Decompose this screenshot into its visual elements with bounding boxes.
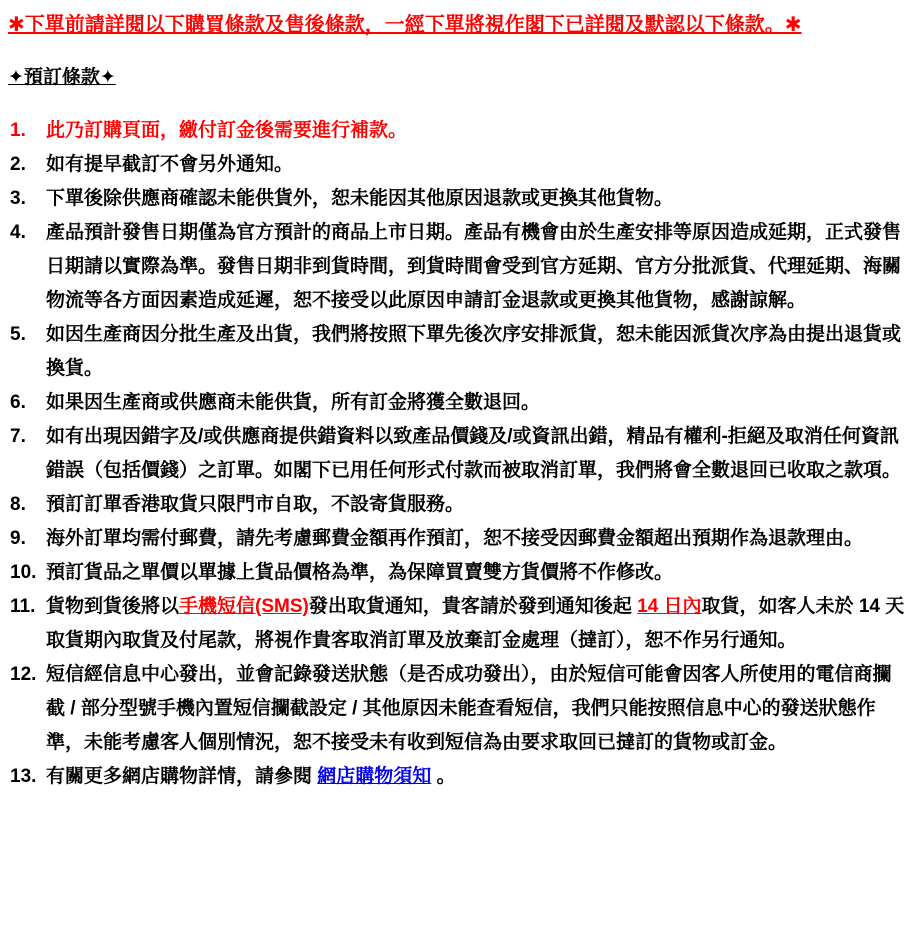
term-number: 4.: [10, 222, 26, 243]
term-number: 7.: [10, 426, 26, 447]
term-number: 1.: [10, 120, 26, 141]
sms-highlight: 手機短信(SMS): [179, 596, 309, 617]
term-text: [46, 596, 904, 651]
term-text-segment: 有關更多網店購物詳情，請參閱: [46, 766, 318, 787]
term-text-segment: 貨物到貨後將以: [46, 596, 180, 617]
purchase-notice-heading: ✱下單前請詳閱以下購買條款及售後條款，一經下單將視作閣下已詳閱及默認以下條款。✱: [8, 14, 802, 36]
term-number: 12.: [10, 664, 37, 685]
term-item-10: [8, 556, 905, 590]
term-item-7: [8, 420, 905, 488]
term-text: 如果因生產商或供應商未能供貨，所有訂金將獲全數退回。: [46, 392, 541, 413]
term-item-5: [8, 318, 905, 386]
term-number: 5.: [10, 324, 26, 345]
term-text: 產品預計發售日期僅為官方預計的商品上市日期。產品有機會由於生產安排等原因造成延期，正式發售日期請以實際為準。發售日期非到貨時間，到貨時間會受到官方延期、官方分批派貨、代理延期、海關物流等各方面因素造成延遲，恕不接受以此原因申請訂金退款或更換其他貨物，感謝諒解。: [46, 222, 902, 311]
term-text: 此乃訂購頁面，繳付訂金後需要進行補款。: [46, 120, 408, 141]
term-item-8: [8, 488, 905, 522]
term-text: 預訂貨品之單價以單據上貨品價格為準，為保障買賣雙方貨價將不作修改。: [46, 562, 674, 583]
term-number: 6.: [10, 392, 26, 413]
term-text: 下單後除供應商確認未能供貨外，恕未能因其他原因退款或更換其他貨物。: [46, 188, 674, 209]
term-number: 11.: [10, 596, 36, 617]
term-number: 3.: [10, 188, 26, 209]
term-number: 10.: [10, 562, 37, 583]
term-text-segment: 發出取貨通知，貴客請於發到通知後起: [308, 596, 638, 617]
term-number: 8.: [10, 494, 26, 515]
term-item-11: [8, 590, 905, 658]
preorder-terms-heading: ✦預訂條款✦: [8, 67, 116, 88]
term-item-6: [8, 386, 905, 420]
term-item-3: [8, 182, 905, 216]
term-item-13: [8, 760, 905, 794]
term-text: 如有出現因錯字及/或供應商提供錯資料以致產品價錢及/或資訊出錯，精品有權利-拒絕及取消任何資訊錯誤（包括價錢）之訂單。如閣下已用任何形式付款而被取消訂單，我們將會全數退回已收取之款項。: [46, 426, 902, 481]
term-item-2: [8, 148, 905, 182]
pickup-deadline-highlight: 14 日內: [637, 596, 702, 617]
term-text: 如因生產商因分批生產及出貨，我們將按照下單先後次序安排派貨，恕未能因派貨次序為由提出退貨或換貨。: [46, 324, 902, 379]
term-item-1: [8, 114, 905, 148]
term-text: 預訂訂單香港取貨只限門市自取，不設寄貨服務。: [46, 494, 465, 515]
term-text: 如有提早截訂不會另外通知。: [46, 154, 294, 175]
term-text: [46, 766, 456, 787]
term-item-4: [8, 216, 905, 318]
term-text-segment: 取貨，如客人未於 14 天取貨期內取貨及付尾款，將視作貴客取消訂單及放棄訂金處理（撻訂），恕不作另行通知。: [46, 596, 905, 651]
term-text: 短信經信息中心發出，並會記錄發送狀態（是否成功發出），由於短信可能會因客人所使用的電信商攔截 / 部分型號手機內置短信攔截設定 / 其他原因未能查看短信，我們只能按照信息中心的發送狀態作準，未能考慮客人個別情況，恕不接受未有收到短信為由要求取回已撻訂的貨物或訂金。: [46, 664, 892, 753]
terms-list: [8, 114, 905, 794]
term-item-12: [8, 658, 905, 760]
term-number: 13.: [10, 766, 37, 787]
term-text: 海外訂單均需付郵費，請先考慮郵費金額再作預訂，恕不接受因郵費金額超出預期作為退款理由。: [46, 528, 864, 549]
term-text-segment: 。: [431, 766, 456, 787]
term-number: 2.: [10, 154, 26, 175]
term-item-9: [8, 522, 905, 556]
store-shopping-notes-link[interactable]: 網店購物須知: [317, 766, 432, 787]
term-number: 9.: [10, 528, 26, 549]
